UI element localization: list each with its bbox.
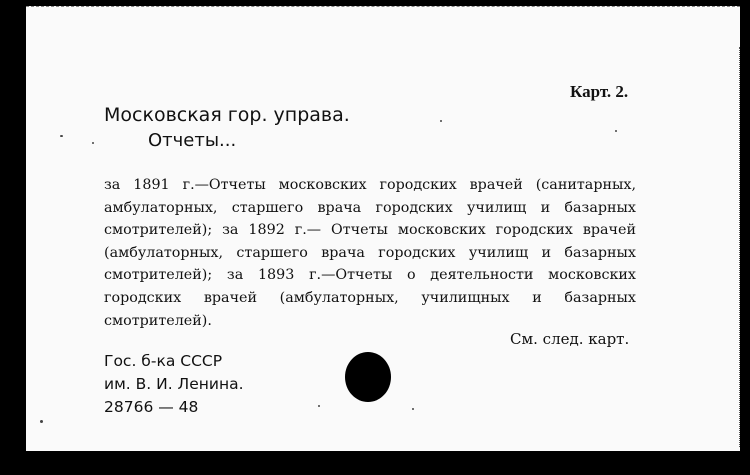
- scan-speck: [40, 420, 43, 423]
- organization-title: Московская гор. управа.: [104, 104, 350, 126]
- card-edge: [729, 47, 740, 447]
- punch-hole: [345, 352, 391, 402]
- card-number: Карт. 2.: [570, 82, 629, 101]
- scan-speck: [60, 135, 63, 137]
- scan-speck: [440, 120, 442, 122]
- document-title: Отчеты...: [148, 130, 237, 151]
- inventory-number: 28766 — 48: [104, 398, 199, 416]
- scan-speck: [412, 408, 414, 410]
- card-description: за 1891 г.—Отчеты московских городских врачей (санитарных, амбулаторных, старшего врача городских училищ и базарных смотрителей); за 1892 г.— Отчеты московских городских врачей (амбулаторных, старшего врача городских училищ и базарных смотрителей); за 1893 г.—Отчеты о деятельности московских городских врачей (амбулаторных, училищных и базарных смотрителей).: [104, 177, 636, 329]
- scan-speck: [318, 405, 320, 407]
- library-name: Гос. б-ка СССР: [104, 352, 223, 370]
- see-next-card-note: См. след. карт.: [510, 330, 630, 348]
- library-stamp: [104, 350, 244, 419]
- library-dedication: им. В. И. Ленина.: [104, 375, 244, 393]
- scan-speck: [92, 142, 94, 144]
- scan-speck: [615, 130, 617, 132]
